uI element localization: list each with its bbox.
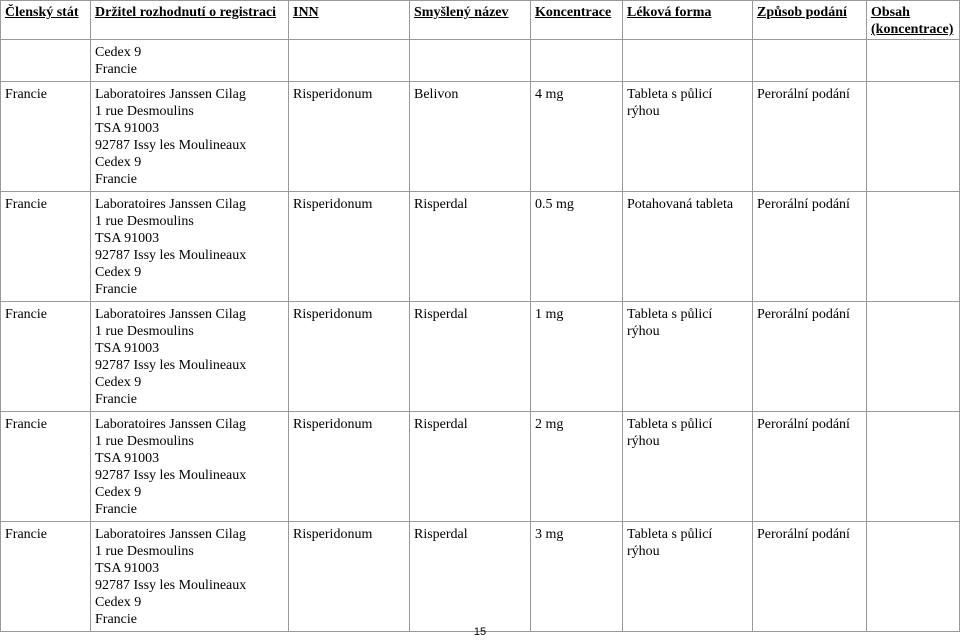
header-member-state: Členský stát	[1, 1, 91, 40]
cell-invented-name: Belivon	[410, 82, 531, 192]
cell-holder: Laboratoires Janssen Cilag 1 rue Desmoulins TSA 91003 92787 Issy les Moulineaux Cedex 9 Francie	[91, 82, 289, 192]
header-pharmaceutical-form: Léková forma	[623, 1, 753, 40]
header-invented-name: Smyšlený název	[410, 1, 531, 40]
cell-content	[867, 522, 960, 632]
header-content: Obsah (koncentrace)	[867, 1, 960, 40]
cell-inn: Risperidonum	[289, 522, 410, 632]
cell-invented-name: Risperdal	[410, 192, 531, 302]
header-route: Způsob podání	[753, 1, 867, 40]
cell-route: Perorální podání	[753, 302, 867, 412]
cell-strength: 4 mg	[531, 82, 623, 192]
header-row	[1, 1, 960, 40]
cell-pharmaceutical-form: Potahovaná tableta	[623, 192, 753, 302]
cell-state: Francie	[1, 522, 91, 632]
cell-pharmaceutical-form: Tableta s půlicí rýhou	[623, 522, 753, 632]
cell-content	[867, 412, 960, 522]
cell-holder: Cedex 9 Francie	[91, 40, 289, 82]
cell-state: Francie	[1, 412, 91, 522]
cell-invented-name: Risperdal	[410, 302, 531, 412]
cell-route: Perorální podání	[753, 82, 867, 192]
cell-strength: 0.5 mg	[531, 192, 623, 302]
cell-pharmaceutical-form: Tableta s půlicí rýhou	[623, 302, 753, 412]
cell-state	[1, 40, 91, 82]
cell-content	[867, 192, 960, 302]
cell-holder: Laboratoires Janssen Cilag 1 rue Desmoulins TSA 91003 92787 Issy les Moulineaux Cedex 9 Francie	[91, 412, 289, 522]
table-row	[1, 522, 960, 632]
header-inn: INN	[289, 1, 410, 40]
cell-state: Francie	[1, 82, 91, 192]
cell-invented-name: Risperdal	[410, 412, 531, 522]
cell-pharmaceutical-form: Tableta s půlicí rýhou	[623, 82, 753, 192]
cell-route: Perorální podání	[753, 522, 867, 632]
cell-inn: Risperidonum	[289, 412, 410, 522]
continuation-row	[1, 40, 960, 82]
cell-content	[867, 302, 960, 412]
page-number: 15	[473, 626, 487, 638]
table-row	[1, 302, 960, 412]
cell-holder: Laboratoires Janssen Cilag 1 rue Desmoulins TSA 91003 92787 Issy les Moulineaux Cedex 9 Francie	[91, 192, 289, 302]
cell-route: Perorální podání	[753, 192, 867, 302]
cell-pharmaceutical-form: Tableta s půlicí rýhou	[623, 412, 753, 522]
header-marketing-authorisation-holder: Držitel rozhodnutí o registraci	[91, 1, 289, 40]
cell-state: Francie	[1, 192, 91, 302]
cell-invented-name: Risperdal	[410, 522, 531, 632]
table-row	[1, 192, 960, 302]
cell-strength: 3 mg	[531, 522, 623, 632]
table-row	[1, 82, 960, 192]
cell-strength: 1 mg	[531, 302, 623, 412]
cell-holder: Laboratoires Janssen Cilag 1 rue Desmoulins TSA 91003 92787 Issy les Moulineaux Cedex 9 Francie	[91, 302, 289, 412]
cell-route: Perorální podání	[753, 412, 867, 522]
cell-inn: Risperidonum	[289, 192, 410, 302]
cell-inn: Risperidonum	[289, 82, 410, 192]
cell-content	[867, 82, 960, 192]
header-strength: Koncentrace	[531, 1, 623, 40]
cell-holder: Laboratoires Janssen Cilag 1 rue Desmoulins TSA 91003 92787 Issy les Moulineaux Cedex 9 Francie	[91, 522, 289, 632]
cell-state: Francie	[1, 302, 91, 412]
table-row	[1, 412, 960, 522]
cell-strength: 2 mg	[531, 412, 623, 522]
cell-inn: Risperidonum	[289, 302, 410, 412]
